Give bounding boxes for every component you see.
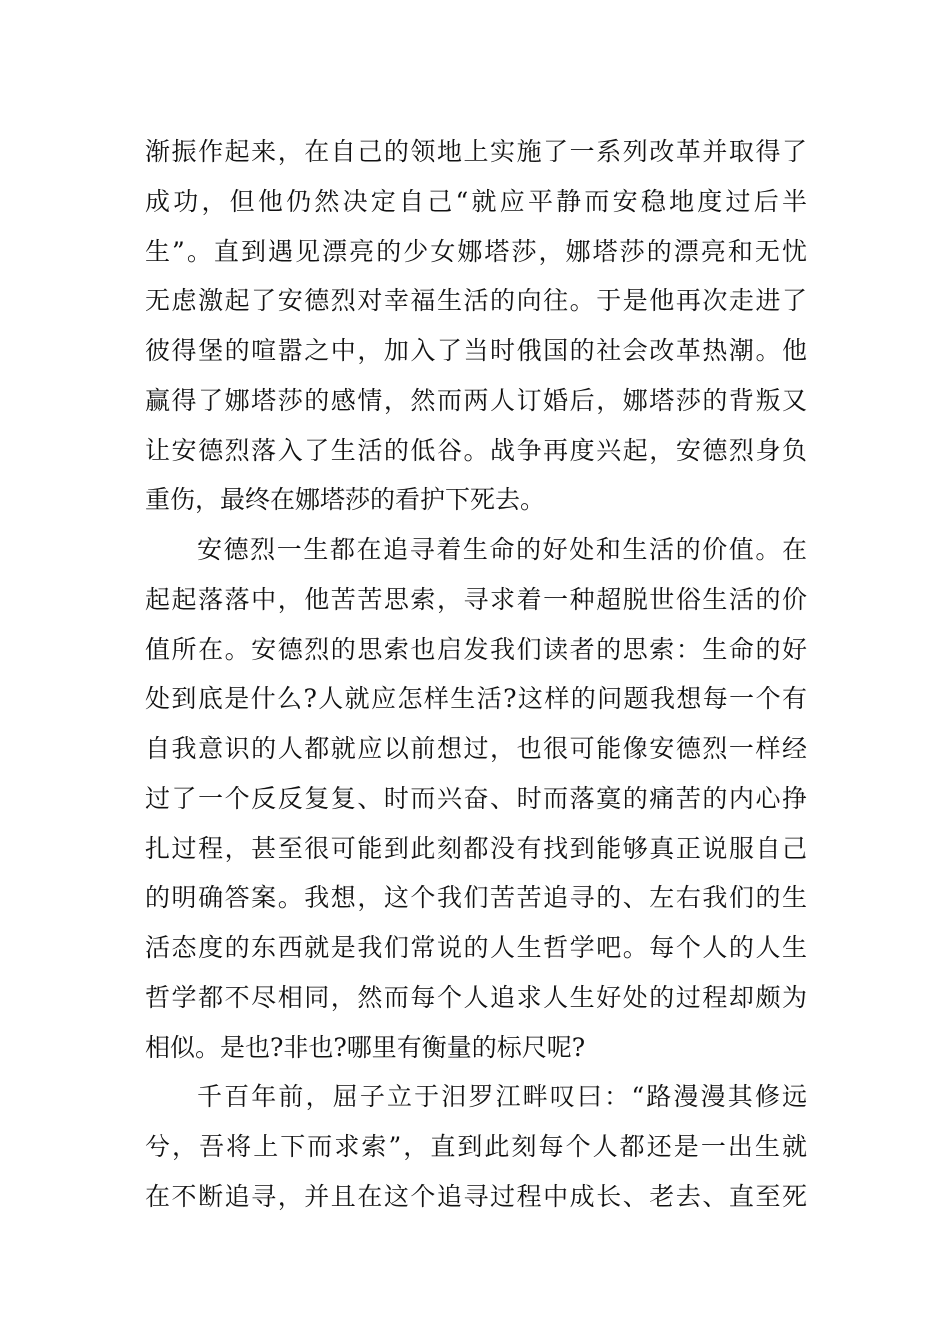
text-line: 渐振作起来，在自己的领地上实施了一系列改革并取得了 bbox=[145, 137, 807, 166]
text-line: 哲学都不尽相同，然而每个人追求人生好处的过程却颇为 bbox=[145, 982, 807, 1012]
text-line: 自我意识的人都就应以前想过，也很可能像安德烈一样经 bbox=[145, 734, 807, 763]
text-line: 让安德烈落入了生活的低谷。战争再度兴起，安德烈身负 bbox=[145, 435, 807, 465]
text-line: 值所在。安德烈的思索也启发我们读者的思索：生命的好 bbox=[145, 634, 807, 664]
text-line: 过了一个反反复复、时而兴奋、时而落寞的痛苦的内心挣 bbox=[145, 783, 807, 813]
text-line: 起起落落中，他苦苦思索，寻求着一种超脱世俗生活的价 bbox=[145, 584, 807, 614]
paragraph-start-line: 千百年前，屈子立于汨罗江畔叹曰：“路漫漫其修远 bbox=[197, 1082, 807, 1112]
paragraph-end-line: 相似。是也?非也?哪里有衡量的标尺呢? bbox=[145, 1032, 586, 1062]
body-text bbox=[145, 127, 807, 1222]
text-line: 成功，但他仍然决定自己“就应平静而安稳地度过后半 bbox=[145, 186, 807, 216]
text-line: 赢得了娜塔莎的感情，然而两人订婚后，娜塔莎的背叛又 bbox=[145, 385, 807, 415]
text-line: 的明确答案。我想，这个我们苦苦追寻的、左右我们的生 bbox=[145, 883, 807, 913]
text-line: 在不断追寻，并且在这个追寻过程中成长、老去、直至死 bbox=[145, 1181, 807, 1211]
paragraph-start-line: 安德烈一生都在追寻着生命的好处和生活的价值。在 bbox=[197, 535, 807, 564]
text-line: 生”。直到遇见漂亮的少女娜塔莎，娜塔莎的漂亮和无忧 bbox=[145, 236, 807, 266]
text-line: 处到底是什么?人就应怎样生活?这样的问题我想每一个有 bbox=[145, 684, 807, 714]
text-line: 无虑激起了安德烈对幸福生活的向往。于是他再次走进了 bbox=[145, 286, 807, 316]
text-line: 彼得堡的喧嚣之中，加入了当时俄国的社会改革热潮。他 bbox=[145, 336, 807, 365]
text-line: 兮，吾将上下而求索”，直到此刻每个人都还是一出生就 bbox=[145, 1132, 807, 1161]
text-line: 活态度的东西就是我们常说的人生哲学吧。每个人的人生 bbox=[145, 933, 807, 962]
paragraph-end-line: 重伤，最终在娜塔莎的看护下死去。 bbox=[145, 485, 546, 515]
text-line: 扎过程，甚至很可能到此刻都没有找到能够真正说服自己 bbox=[145, 833, 807, 863]
